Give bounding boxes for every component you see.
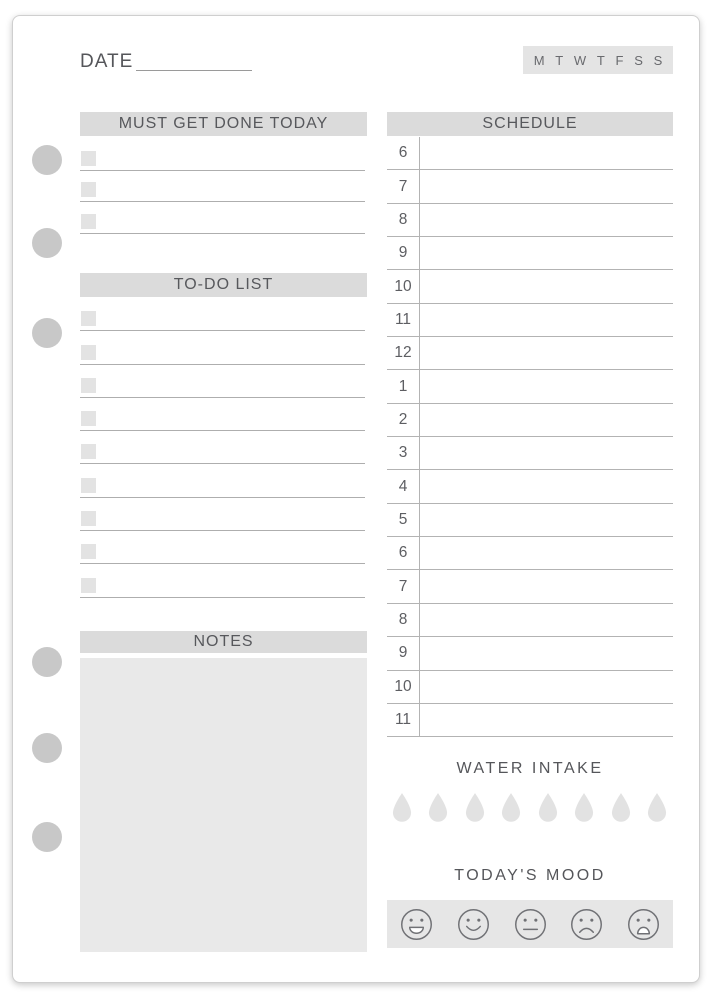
task-row[interactable] bbox=[80, 139, 365, 171]
weekday-letter[interactable]: M bbox=[533, 52, 545, 68]
schedule-entry-cell[interactable] bbox=[420, 704, 673, 736]
schedule-row bbox=[387, 504, 673, 537]
schedule-entry-cell[interactable] bbox=[420, 570, 673, 602]
schedule-entry-cell[interactable] bbox=[420, 337, 673, 369]
schedule-hour-label: 6 bbox=[387, 137, 420, 169]
task-row[interactable] bbox=[80, 464, 365, 497]
date-label: DATE bbox=[80, 51, 134, 72]
schedule-row bbox=[387, 704, 673, 737]
checkbox[interactable] bbox=[81, 151, 96, 166]
schedule-row bbox=[387, 671, 673, 704]
schedule-entry-cell[interactable] bbox=[420, 204, 673, 236]
schedule-row bbox=[387, 537, 673, 570]
schedule-header: SCHEDULE bbox=[387, 112, 673, 136]
schedule-entry-cell[interactable] bbox=[420, 370, 673, 402]
schedule-entry-cell[interactable] bbox=[420, 304, 673, 336]
schedule-hour-label: 5 bbox=[387, 504, 420, 536]
binder-hole-icon bbox=[32, 145, 62, 175]
schedule-entry-cell[interactable] bbox=[420, 604, 673, 636]
schedule-row bbox=[387, 470, 673, 503]
schedule-hour-label: 12 bbox=[387, 337, 420, 369]
weekday-letter[interactable]: S bbox=[634, 52, 643, 68]
water-drop-icon[interactable] bbox=[644, 792, 670, 825]
schedule-row bbox=[387, 637, 673, 670]
weekday-letter[interactable]: W bbox=[573, 52, 587, 68]
schedule-row bbox=[387, 604, 673, 637]
water-drop-icon[interactable] bbox=[425, 792, 451, 825]
binder-hole-icon bbox=[32, 318, 62, 348]
schedule-row bbox=[387, 370, 673, 403]
schedule-entry-cell[interactable] bbox=[420, 137, 673, 169]
schedule-hour-label: 10 bbox=[387, 671, 420, 703]
mood-very-happy-icon[interactable] bbox=[400, 908, 433, 941]
checkbox[interactable] bbox=[81, 511, 96, 526]
binder-hole-icon bbox=[32, 647, 62, 677]
schedule-row bbox=[387, 437, 673, 470]
schedule-hour-label: 9 bbox=[387, 237, 420, 269]
schedule-row bbox=[387, 304, 673, 337]
water-drop-icon[interactable] bbox=[608, 792, 634, 825]
schedule-entry-cell[interactable] bbox=[420, 637, 673, 669]
must-get-done-rows bbox=[80, 139, 365, 234]
schedule-entry-cell[interactable] bbox=[420, 237, 673, 269]
weekday-letter[interactable]: T bbox=[555, 52, 564, 68]
todo-list-header: TO-DO LIST bbox=[80, 273, 367, 297]
schedule-row bbox=[387, 237, 673, 270]
checkbox[interactable] bbox=[81, 214, 96, 229]
weekday-letter[interactable]: T bbox=[596, 52, 605, 68]
checkbox[interactable] bbox=[81, 544, 96, 559]
schedule-hour-label: 4 bbox=[387, 470, 420, 502]
notes-area[interactable] bbox=[80, 658, 367, 952]
schedule-hour-label: 11 bbox=[387, 304, 420, 336]
water-drops bbox=[389, 792, 670, 825]
todays-mood-title: TODAY'S MOOD bbox=[454, 867, 606, 884]
schedule-row bbox=[387, 170, 673, 203]
schedule-row bbox=[387, 137, 673, 170]
weekday-letter[interactable]: F bbox=[615, 52, 624, 68]
schedule-entry-cell[interactable] bbox=[420, 404, 673, 436]
water-drop-icon[interactable] bbox=[535, 792, 561, 825]
water-drop-icon[interactable] bbox=[571, 792, 597, 825]
task-row[interactable] bbox=[80, 171, 365, 203]
checkbox[interactable] bbox=[81, 444, 96, 459]
schedule-entry-cell[interactable] bbox=[420, 470, 673, 502]
schedule-row bbox=[387, 204, 673, 237]
schedule-entry-cell[interactable] bbox=[420, 270, 673, 302]
schedule-entry-cell[interactable] bbox=[420, 437, 673, 469]
task-row[interactable] bbox=[80, 365, 365, 398]
checkbox[interactable] bbox=[81, 311, 96, 326]
task-row[interactable] bbox=[80, 531, 365, 564]
schedule-entry-cell[interactable] bbox=[420, 537, 673, 569]
task-row[interactable] bbox=[80, 298, 365, 331]
task-row[interactable] bbox=[80, 431, 365, 464]
task-row[interactable] bbox=[80, 498, 365, 531]
schedule-hour-label: 11 bbox=[387, 704, 420, 736]
task-row[interactable] bbox=[80, 398, 365, 431]
schedule-row bbox=[387, 570, 673, 603]
mood-neutral-icon[interactable] bbox=[514, 908, 547, 941]
schedule-hour-label: 3 bbox=[387, 437, 420, 469]
schedule-hour-label: 7 bbox=[387, 170, 420, 202]
schedule-hour-label: 10 bbox=[387, 270, 420, 302]
schedule-hour-label: 8 bbox=[387, 204, 420, 236]
schedule-row bbox=[387, 404, 673, 437]
todo-list-rows bbox=[80, 298, 365, 598]
checkbox[interactable] bbox=[81, 411, 96, 426]
schedule-table bbox=[387, 137, 673, 737]
task-row[interactable] bbox=[80, 564, 365, 597]
weekday-selector bbox=[523, 46, 673, 74]
task-row[interactable] bbox=[80, 331, 365, 364]
notes-header: NOTES bbox=[80, 631, 367, 653]
schedule-row bbox=[387, 270, 673, 303]
checkbox[interactable] bbox=[81, 578, 96, 593]
schedule-entry-cell[interactable] bbox=[420, 504, 673, 536]
schedule-hour-label: 8 bbox=[387, 604, 420, 636]
weekday-letter[interactable]: S bbox=[653, 52, 663, 68]
schedule-hour-label: 2 bbox=[387, 404, 420, 436]
schedule-hour-label: 9 bbox=[387, 637, 420, 669]
checkbox[interactable] bbox=[81, 345, 96, 360]
checkbox[interactable] bbox=[81, 478, 96, 493]
mood-upset-icon[interactable] bbox=[627, 908, 660, 941]
date-input-line[interactable] bbox=[136, 70, 252, 71]
schedule-hour-label: 6 bbox=[387, 537, 420, 569]
mood-selector bbox=[387, 900, 673, 948]
water-drop-icon[interactable] bbox=[462, 792, 488, 825]
water-drop-icon[interactable] bbox=[389, 792, 415, 825]
schedule-row bbox=[387, 337, 673, 370]
must-get-done-header: MUST GET DONE TODAY bbox=[80, 112, 367, 136]
mood-happy-icon[interactable] bbox=[457, 908, 490, 941]
checkbox[interactable] bbox=[81, 378, 96, 393]
schedule-entry-cell[interactable] bbox=[420, 671, 673, 703]
task-row[interactable] bbox=[80, 202, 365, 234]
schedule-hour-label: 1 bbox=[387, 370, 420, 402]
water-intake-title: WATER INTAKE bbox=[456, 760, 604, 777]
binder-hole-icon bbox=[32, 228, 62, 258]
binder-hole-icon bbox=[32, 822, 62, 852]
mood-sad-icon[interactable] bbox=[570, 908, 603, 941]
schedule-entry-cell[interactable] bbox=[420, 170, 673, 202]
water-drop-icon[interactable] bbox=[498, 792, 524, 825]
schedule-hour-label: 7 bbox=[387, 570, 420, 602]
binder-hole-icon bbox=[32, 733, 62, 763]
checkbox[interactable] bbox=[81, 182, 96, 197]
